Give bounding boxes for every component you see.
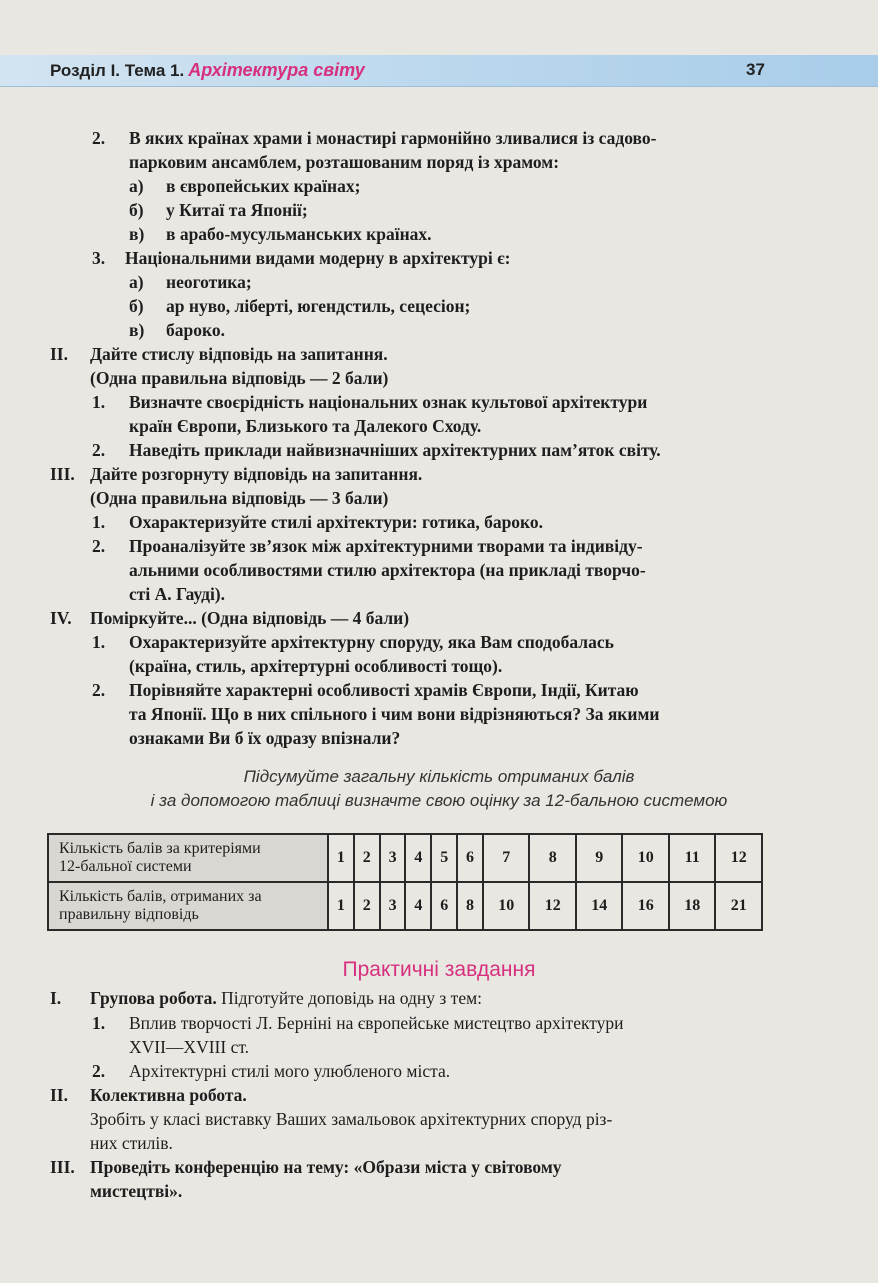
part-title: Проведіть конференцію на тему: «Образи міста у світовому — [90, 1157, 562, 1177]
page-number: 37 — [746, 60, 765, 79]
part-text: них стилів. — [90, 1133, 173, 1153]
score-table — [47, 833, 763, 931]
item-text: Порівняйте характерні особливості храмів Європи, Індії, Китаю — [129, 680, 639, 700]
row-header — [48, 834, 328, 882]
item-number: 2. — [92, 440, 106, 460]
option-text: неоготика; — [166, 272, 252, 292]
item-number: 1. — [92, 632, 106, 652]
topic-title: Архітектура світу — [188, 60, 365, 80]
part-number: I. — [50, 988, 62, 1008]
section-title: Розділ І. Тема 1. — [50, 61, 185, 80]
item-text: Архітектурні стилі мого улюбленого міста. — [129, 1061, 451, 1081]
table-cell: 6 — [457, 834, 483, 882]
item-text: країн Європи, Близького та Далекого Сходу. — [129, 416, 482, 436]
part-title: мистецтві». — [90, 1181, 183, 1201]
part-number: III. — [50, 1157, 75, 1177]
part-title: Дайте розгорнуту відповідь на запитання. — [90, 464, 423, 484]
table-cell: 3 — [380, 882, 406, 930]
option-letter: а) — [129, 176, 144, 196]
item-number: 2. — [92, 536, 106, 556]
table-cell: 4 — [405, 834, 431, 882]
item-text: альними особливостями стилю архітектора (на прикладі творчо- — [129, 560, 646, 580]
item-number: 2. — [92, 1061, 106, 1081]
table-cell: 12 — [715, 834, 762, 882]
option-letter: в) — [129, 224, 145, 244]
part-title: Групова робота. — [90, 988, 217, 1008]
item-text: Визначте своєрідність національних ознак культової архітектури — [129, 392, 648, 412]
part-title: Дайте стислу відповідь на запитання. — [90, 344, 388, 364]
table-cell: 10 — [622, 834, 669, 882]
page-header — [0, 55, 878, 87]
part-title: Поміркуйте... (Одна відповідь — 4 бали) — [90, 608, 410, 628]
item-text: Охарактеризуйте архітектурну споруду, яка Вам сподобалась — [129, 632, 614, 652]
row-header-line: правильну відповідь — [59, 906, 199, 923]
item-number: 1. — [92, 1013, 106, 1033]
part-note: (Одна правильна відповідь — 3 бали) — [90, 488, 389, 508]
part-text: Підготуйте доповідь на одну з тем: — [216, 988, 483, 1008]
part-text: Зробіть у класі виставку Ваших замальовок архітектурних споруд різ- — [90, 1109, 613, 1129]
part-number: III. — [50, 464, 75, 484]
question-text: парковим ансамблем, розташованим поряд із храмом: — [129, 152, 560, 172]
part-number: II. — [50, 1085, 68, 1105]
item-text: Вплив творчості Л. Берніні на європейське мистецтво архітектури — [129, 1013, 624, 1033]
table-cell: 9 — [576, 834, 623, 882]
option-text: в арабо-мусульманських країнах. — [166, 224, 432, 244]
question-text: В яких країнах храми і монастирі гармонійно зливалися із садово- — [129, 128, 657, 148]
table-cell: 6 — [431, 882, 457, 930]
part-note: (Одна правильна відповідь — 2 бали) — [90, 368, 389, 388]
table-cell: 5 — [431, 834, 457, 882]
table-cell: 18 — [669, 882, 716, 930]
practical-tasks-heading: Практичні завдання — [342, 958, 536, 981]
table-cell: 10 — [483, 882, 530, 930]
item-text: та Японії. Що в них спільного і чим вони відрізняються? За якими — [129, 704, 660, 724]
table-cell: 14 — [576, 882, 623, 930]
table-cell: 16 — [622, 882, 669, 930]
table-cell: 2 — [354, 882, 380, 930]
table-cell: 8 — [529, 834, 576, 882]
question-number: 3. — [92, 248, 106, 268]
table-cell: 8 — [457, 882, 483, 930]
table-cell: 21 — [715, 882, 762, 930]
option-letter: б) — [129, 296, 144, 316]
part-number: IV. — [50, 608, 72, 628]
header-section-label — [50, 60, 365, 81]
item-text: (країна, стиль, архітертурні особливості тощо). — [129, 656, 503, 676]
item-number: 1. — [92, 392, 106, 412]
part-line — [90, 987, 482, 1010]
row-header-line: 12-бальної системи — [59, 858, 192, 875]
table-cell: 2 — [354, 834, 380, 882]
table-row — [48, 834, 762, 882]
option-text: в європейських країнах; — [166, 176, 361, 196]
item-text: Охарактеризуйте стилі архітектури: готика, бароко. — [129, 512, 544, 532]
table-cell: 12 — [529, 882, 576, 930]
part-number: II. — [50, 344, 68, 364]
item-number: 1. — [92, 512, 106, 532]
item-text: Проаналізуйте зв’язок між архітектурними творами та індивіду- — [129, 536, 643, 556]
item-number: 2. — [92, 680, 106, 700]
option-letter: б) — [129, 200, 144, 220]
summary-note-line: Підсумуйте загальну кількість отриманих балів — [243, 767, 635, 786]
item-text: XVII—XVIII ст. — [129, 1037, 250, 1057]
part-title: Колективна робота. — [90, 1085, 247, 1105]
table-cell: 1 — [328, 882, 354, 930]
option-text: бароко. — [166, 320, 225, 340]
table-cell: 11 — [669, 834, 716, 882]
question-number: 2. — [92, 128, 106, 148]
summary-note-line: і за допомогою таблиці визначте свою оцінку за 12-бальною системою — [150, 791, 728, 810]
option-text: у Китаї та Японії; — [166, 200, 308, 220]
item-text: ознаками Ви б їх одразу впізнали? — [129, 728, 401, 748]
option-text: ар нуво, ліберті, югендстиль, сецесіон; — [166, 296, 471, 316]
row-header-line: Кількість балів, отриманих за — [59, 888, 262, 905]
item-text: сті А. Гауді). — [129, 584, 226, 604]
question-text: Національними видами модерну в архітектурі є: — [125, 248, 511, 268]
row-header-line: Кількість балів за критеріями — [59, 840, 261, 857]
table-cell: 4 — [405, 882, 431, 930]
option-letter: в) — [129, 320, 145, 340]
item-text: Наведіть приклади найвизначніших архітектурних пам’яток світу. — [129, 440, 661, 460]
option-letter: а) — [129, 272, 144, 292]
table-cell: 1 — [328, 834, 354, 882]
table-cell: 7 — [483, 834, 530, 882]
table-row — [48, 882, 762, 930]
table-cell: 3 — [380, 834, 406, 882]
row-header — [48, 882, 328, 930]
